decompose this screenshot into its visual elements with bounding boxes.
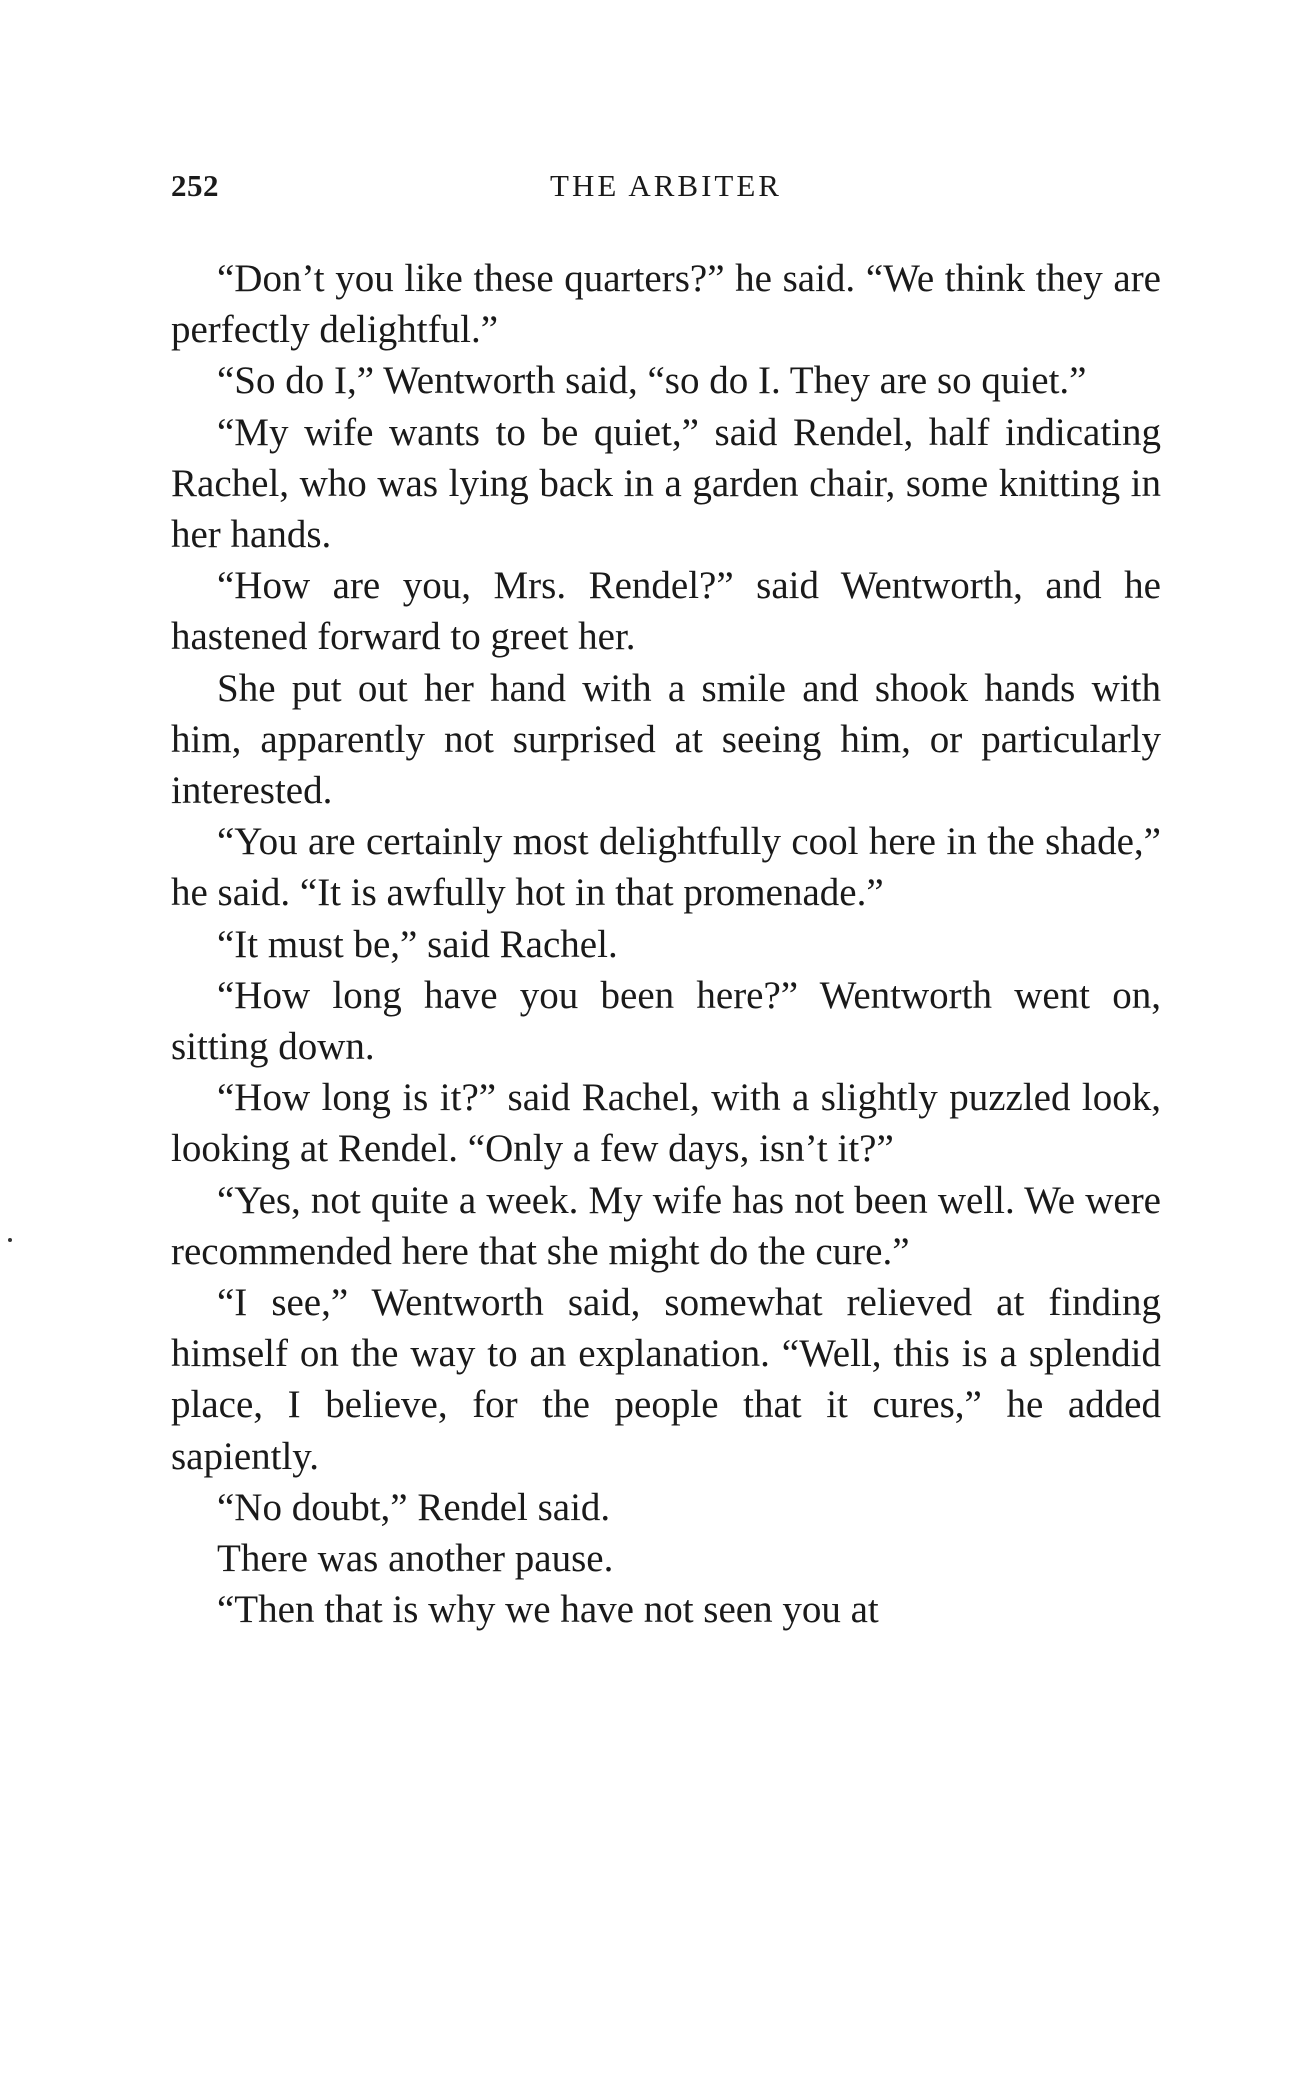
paragraph: There was another pause. <box>217 1537 614 1581</box>
paragraph: “How long have you been here?” Wentworth went on, sitting down. <box>171 973 1161 1069</box>
paragraph: “Yes, not quite a week. My wife has not been well. We were recommended here that she might do the cure.” <box>171 1178 1161 1273</box>
paragraph: “My wife wants to be quiet,” said Rendel, half indicating Rachel, who was lying back in a garden chair, some knitting in her hands. <box>171 410 1161 557</box>
page-header <box>171 168 1161 218</box>
paragraph: “It must be,” said Rachel. <box>217 922 618 966</box>
paragraph: “How are you, Mrs. Rendel?” said Wentworth, and he hastened forward to greet her. <box>171 564 1161 659</box>
paragraph: “No doubt,” Rendel said. <box>217 1485 611 1529</box>
page-number: 252 <box>171 168 219 203</box>
paragraph: “You are certainly most delightfully cool here in the shade,” he said. “It is awfully hot in that promenade.” <box>171 820 1161 915</box>
body-text <box>171 253 1161 1635</box>
paragraph: “So do I,” Wentworth said, “so do I. They are so quiet.” <box>217 359 1087 403</box>
paragraph: “How long is it?” said Rachel, with a slightly puzzled look, looking at Rendel. “Only a few days, isn’t it?” <box>171 1076 1161 1171</box>
paragraph: “Then that is why we have not seen you at <box>217 1588 879 1632</box>
paragraph: She put out her hand with a smile and shook hands with him, apparently not surprised at seeing him, or particularly interested. <box>171 666 1161 813</box>
scan-speck <box>8 1238 12 1242</box>
paragraph: “I see,” Wentworth said, somewhat relieved at finding himself on the way to an explanation. “Well, this is a splendid place, I believe, for the people that it cures,” he added sapiently. <box>171 1281 1161 1478</box>
running-title: THE ARBITER <box>550 168 782 203</box>
paragraph: “Don’t you like these quarters?” he said. “We think they are perfectly delightful.” <box>171 257 1161 352</box>
